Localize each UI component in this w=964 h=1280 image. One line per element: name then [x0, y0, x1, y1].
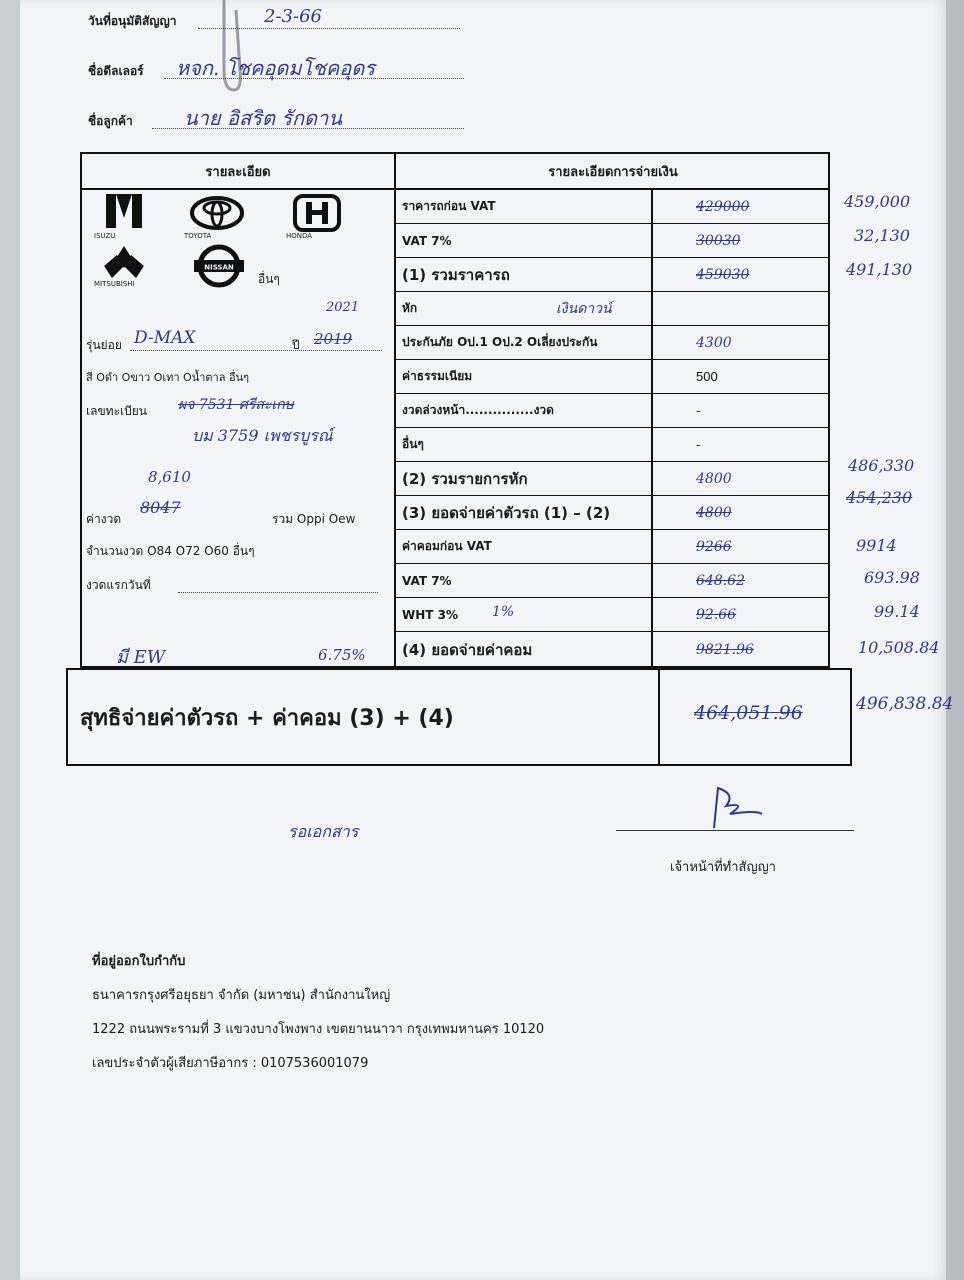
- side-correction: 9914: [856, 536, 897, 555]
- year-label: ปี: [292, 338, 300, 352]
- nissan-logo-text: NISSAN: [204, 263, 234, 272]
- payment-row: [396, 292, 830, 326]
- first-due-label: งวดแรกวันที่: [86, 578, 151, 592]
- side-correction: 491,130: [846, 260, 913, 279]
- isuzu-label: ISUZU: [94, 232, 116, 240]
- side-correction: 99.14: [874, 602, 920, 621]
- payment-row: [396, 428, 830, 462]
- customer-value: นาย อิสริต รักดาน: [184, 106, 343, 130]
- payment-row-label: งวดล่วงหน้า...............งวด: [402, 403, 554, 417]
- net-total-box: [66, 668, 852, 766]
- installment-vat-note: รวม Oppi Oew: [272, 512, 356, 526]
- plate-value-struck: ผจ 7531 ศรีสะเกษ: [178, 397, 294, 413]
- payment-row-value: 500: [696, 369, 718, 384]
- details-card: [80, 152, 830, 668]
- payment-row: [396, 360, 830, 394]
- plate-value: บม 3759 เพชรบูรณ์: [192, 426, 333, 445]
- dealer-label: ชื่อดีลเลอร์: [88, 64, 144, 78]
- payment-row: [396, 224, 830, 258]
- installment-label: ค่างวด: [86, 512, 122, 526]
- payment-row-divider: [651, 326, 653, 359]
- footer-line-1: ธนาคารกรุงศรีอยุธยา จำกัด (มหาชน) สำนักงานใหญ่: [92, 988, 391, 1003]
- model-line: [130, 350, 382, 351]
- signature-note: รอเอกสาร: [288, 822, 359, 841]
- payment-row-value: 648.62: [696, 572, 745, 589]
- payment-row-label: (3) ยอดจ่ายค่าตัวรถ (1) – (2): [402, 503, 611, 522]
- payment-row-label: (4) ยอดจ่ายค่าคอม: [402, 641, 533, 659]
- approval-date-label: วันที่อนุมัติสัญญา: [88, 14, 177, 28]
- term-label: จำนวนงวด O84 O72 O60 อื่นๆ: [86, 544, 255, 558]
- plate-label: เลขทะเบียน: [86, 404, 147, 418]
- payment-row: [396, 496, 830, 530]
- payment-row-label: (2) รวมรายการหัก: [402, 469, 528, 488]
- net-total-value: 496,838.84: [856, 694, 954, 714]
- installment-value: 8,610: [148, 468, 191, 486]
- color-label: สี Oดำ Oขาว Oเทา Oน้ำตาล อื่นๆ: [86, 371, 250, 384]
- model-label: รุ่นย่อย: [86, 338, 122, 352]
- payment-row-value: 9821.96: [696, 642, 754, 658]
- nissan-logo-icon: [194, 244, 244, 288]
- net-total-value-struck: 464,051.96: [694, 702, 803, 724]
- payment-row-divider: [651, 190, 653, 223]
- model-value: D-MAX: [134, 328, 196, 348]
- net-total-label: สุทธิจ่ายค่าตัวรถ + ค่าคอม (3) + (4): [80, 705, 454, 731]
- payment-row-divider: [651, 496, 653, 529]
- signature-mark-icon: [700, 784, 770, 832]
- payment-row-label: หัก: [402, 301, 418, 315]
- year-value: 2021: [326, 300, 360, 315]
- rate-value: 6.75%: [318, 646, 366, 664]
- payment-row: [396, 632, 830, 668]
- payment-row-label: ราคารถก่อน VAT: [402, 199, 496, 213]
- side-correction: 32,130: [854, 226, 910, 245]
- approval-date-line: [198, 28, 460, 29]
- net-total-divider: [658, 670, 660, 764]
- payment-row-value: 459030: [696, 266, 750, 283]
- payment-row-divider: [651, 564, 653, 597]
- payment-row-label: อื่นๆ: [402, 437, 424, 451]
- payment-row-label: WHT 3%: [402, 607, 459, 622]
- left-title: รายละเอียด: [205, 164, 271, 180]
- background-edge-right: [944, 0, 964, 1280]
- right-title: รายละเอียดการจ่ายเงิน: [548, 164, 678, 180]
- payment-row-label: ค่าธรรมเนียม: [402, 369, 473, 383]
- payment-row-divider: [651, 530, 653, 563]
- payment-row: [396, 564, 830, 598]
- mitsubishi-logo-icon: [104, 246, 144, 282]
- payment-row-label: ประกันภัย Oป.1 Oป.2 Oเลี่ยงประกัน: [402, 335, 598, 349]
- installment-value-struck: 8047: [140, 498, 181, 517]
- payment-row-divider: [651, 360, 653, 393]
- side-correction: 486,330: [848, 456, 915, 475]
- payment-row: [396, 190, 830, 224]
- payment-row-value: -: [696, 436, 701, 453]
- payment-row-divider: [651, 428, 653, 461]
- payment-row-label: (1) รวมราคารถ: [402, 265, 510, 284]
- payment-row-value: 9266: [696, 538, 732, 555]
- payment-row: [396, 394, 830, 428]
- customer-label: ชื่อลูกค้า: [88, 114, 133, 128]
- payment-row-value: 4800: [696, 504, 732, 521]
- dealer-value: หจก. โชคอุดมโชคอุดร: [176, 56, 376, 80]
- side-correction: 459,000: [844, 192, 911, 211]
- payment-row: [396, 326, 830, 360]
- payment-row: [396, 258, 830, 292]
- footer-line-2: 1222 ถนนพระรามที่ 3 แขวงบางโพงพาง เขตยานนาวา กรุงเทพมหานคร 10120: [92, 1022, 545, 1037]
- payment-row-value: -: [696, 402, 701, 419]
- payment-row-value: 92.66: [696, 606, 737, 623]
- payment-row-value: 4300: [696, 334, 732, 351]
- approval-date-value: 2-3-66: [264, 6, 322, 27]
- honda-logo-icon: [292, 194, 342, 232]
- payment-row-divider: [651, 394, 653, 427]
- toyota-logo-icon: [190, 196, 244, 230]
- year-value-struck: 2019: [314, 330, 353, 348]
- payment-row-note: เงินดาวน์: [556, 301, 612, 317]
- document-paper: [20, 0, 954, 1280]
- payment-row-note: 1%: [492, 604, 515, 620]
- signature-line: [616, 830, 854, 831]
- note-left: มี EW: [116, 647, 166, 668]
- payment-row: [396, 530, 830, 564]
- payment-row-label: ค่าคอมก่อน VAT: [402, 539, 492, 553]
- side-correction: 10,508.84: [858, 638, 940, 657]
- honda-label: HONDA: [286, 232, 313, 240]
- background-edge-left: [0, 0, 22, 1280]
- footer-line-3: เลขประจำตัวผู้เสียภาษีอากร : 0107536001079: [92, 1056, 369, 1071]
- side-correction: 693.98: [864, 568, 920, 587]
- payment-row-label: VAT 7%: [402, 573, 452, 588]
- payment-row-label: VAT 7%: [402, 233, 452, 248]
- footer-title: ที่อยู่ออกใบกำกับ: [92, 954, 186, 969]
- mitsubishi-label: MITSUBISHI: [94, 280, 135, 288]
- payment-row-divider: [651, 462, 653, 495]
- payment-row-value: 4800: [696, 470, 732, 487]
- payment-row-divider: [651, 224, 653, 257]
- isuzu-logo-icon: [102, 192, 146, 232]
- signature-role: เจ้าหน้าที่ทำสัญญา: [670, 860, 776, 875]
- payment-row: [396, 598, 830, 632]
- first-due-line: [178, 592, 378, 593]
- side-correction: 454,230: [846, 488, 913, 507]
- payment-row-divider: [651, 258, 653, 291]
- toyota-label: TOYOTA: [184, 232, 212, 240]
- payment-row-divider: [651, 632, 653, 668]
- brand-other-label: อื่นๆ: [258, 272, 280, 286]
- payment-row-value: 30030: [696, 232, 741, 249]
- payment-row: [396, 462, 830, 496]
- payment-row-value: 429000: [696, 198, 750, 215]
- payment-row-divider: [651, 292, 653, 325]
- payment-row-divider: [651, 598, 653, 631]
